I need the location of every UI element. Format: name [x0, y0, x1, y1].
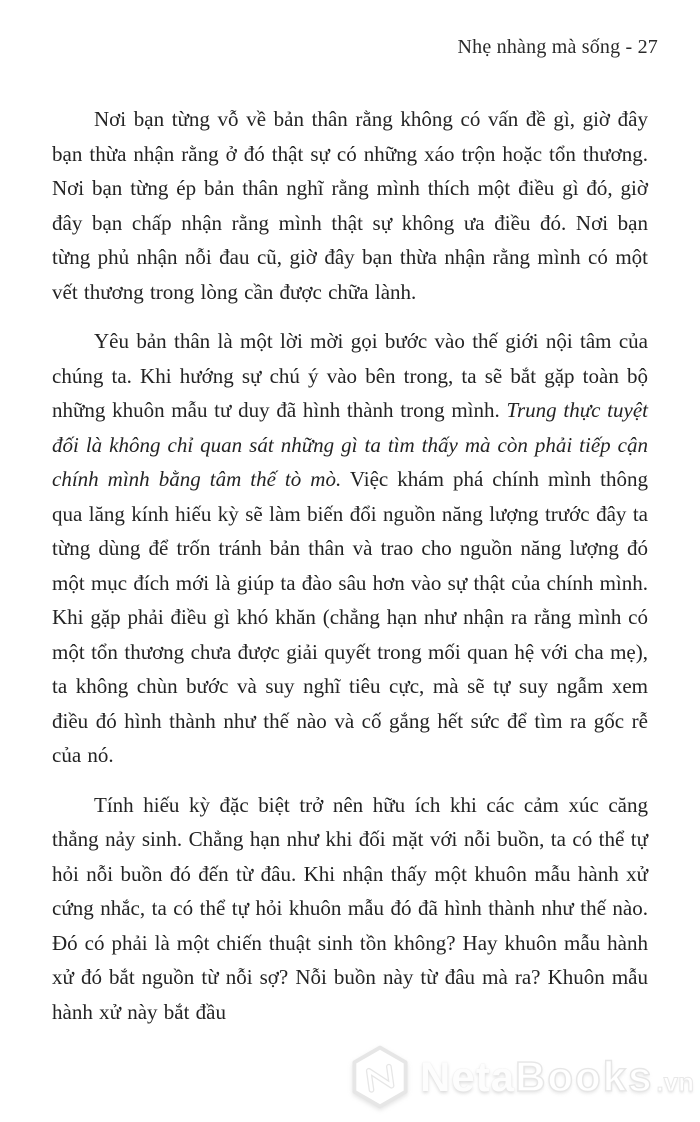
watermark-text: [420, 1053, 694, 1101]
watermark-brand-second: Books: [515, 1053, 654, 1100]
netabooks-watermark: [348, 1044, 694, 1110]
watermark-brand-first: Neta: [420, 1053, 516, 1100]
paragraph-3: Tính hiếu kỳ đặc biệt trở nên hữu ích khi các cảm xúc căng thẳng nảy sinh. Chẳng hạn như khi đối mặt với nỗi buồn, ta có thể tự hỏi nỗi buồn đó đến từ đâu. Khi nhận thấy một khuôn mẫu hành xử cứng nhắc, ta có thể tự hỏi khuôn mẫu đó đã hình thành như thế nào. Đó có phải là một chiến thuật sinh tồn không? Hay khuôn mẫu hành xử đó bắt nguồn từ nỗi sợ? Nỗi buồn này từ đâu mà ra? Khuôn mẫu hành xử này bắt đầu: [52, 792, 648, 1024]
paragraph-2-lead: Yêu bản thân là một lời mời gọi bước vào thế giới nội tâm của chúng ta. Khi hướng sự chú ý vào bên trong, ta sẽ bắt gặp toàn bộ những khuôn mẫu tư duy đã hình thành trong mình.: [52, 329, 648, 422]
page-content: [52, 102, 648, 1044]
watermark-brand-tld: .vn: [656, 1067, 694, 1097]
running-head-text: Nhẹ nhàng mà sống - 27: [457, 36, 658, 58]
paragraph-1: Nơi bạn từng vỗ về bản thân rằng không có vấn đề gì, giờ đây bạn thừa nhận rằng ở đó thật sự có những xáo trộn hoặc tổn thương. Nơi bạn từng ép bản thân nghĩ rằng mình thích một điều gì đó, giờ đây bạn chấp nhận rằng mình thật sự không ưa điều đó. Nơi bạn từng phủ nhận nỗi đau cũ, giờ đây bạn thừa nhận rằng mình có một vết thương trong lòng cần được chữa lành.: [52, 107, 648, 304]
paragraph-2-emphasis: Trung thực tuyệt đối là không chỉ quan sát những gì ta tìm thấy mà còn phải tiếp cận chính mình bằng tâm thế tò mò.: [52, 398, 648, 491]
n-hexagon-icon: [348, 1044, 412, 1110]
paragraph-2-tail: Việc khám phá chính mình thông qua lăng kính hiếu kỳ sẽ làm biến đổi nguồn năng lượng trước đây ta từng dùng để trốn tránh bản thân và trao cho nguồn năng lượng đó một mục đích mới là giúp ta đào sâu hơn vào sự thật của chính mình. Khi gặp phải điều gì khó khăn (chẳng hạn như nhận ra rằng mình có một tổn thương chưa được giải quyết trong mối quan hệ với cha mẹ), ta không chùn bước và suy nghĩ tiêu cực, mà sẽ tự suy ngẫm xem điều đó hình thành như thế nào và cố gắng hết sức để tìm ra gốc rễ của nó.: [52, 467, 649, 767]
paragraph-2: [52, 324, 648, 773]
running-head: [52, 34, 658, 60]
